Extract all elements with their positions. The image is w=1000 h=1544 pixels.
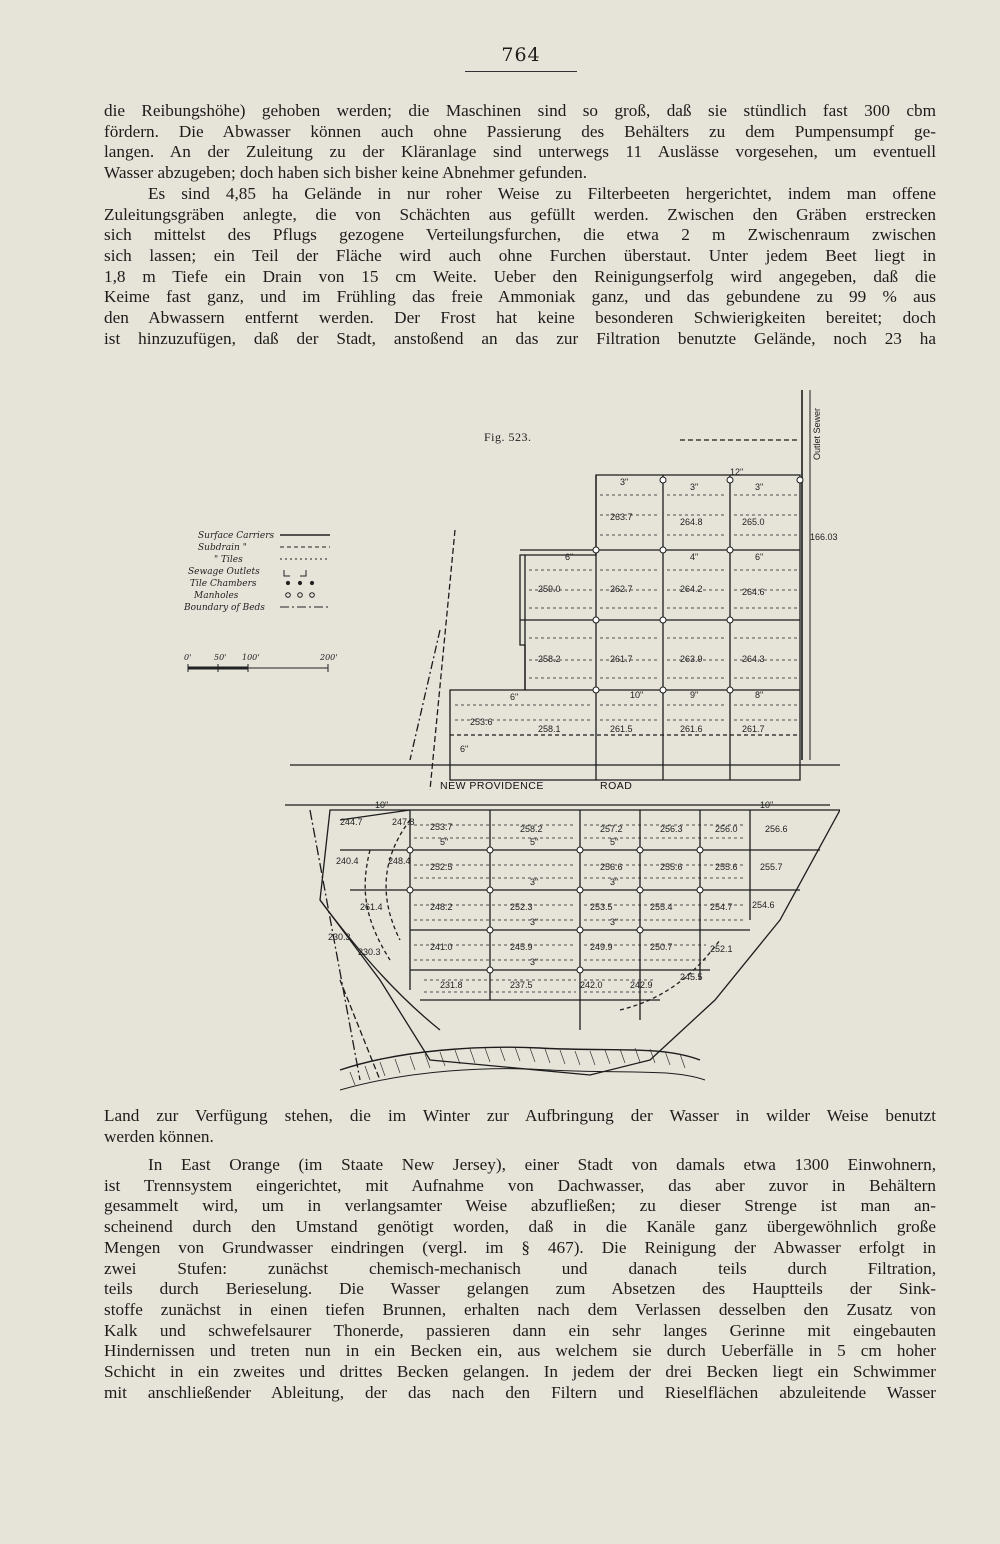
bed-elevation: 254.6	[752, 900, 775, 910]
text-line: ist Trennsystem eingerichtet, mit Aufnahme von Dachwasser, das aber zuvor in Behältern	[104, 1175, 936, 1195]
bed-elevation: 261.6	[680, 724, 703, 734]
pipe-size-label: 6"	[565, 552, 574, 562]
text-line: Wasser abzugeben; doch haben sich bisher keine Abnehmer gefunden.	[104, 163, 588, 183]
pipe-size-label: 3"	[530, 917, 539, 927]
road-label-left: NEW PROVIDENCE	[440, 780, 544, 792]
text-line: langen. An der Zuleitung zu der Kläranlage sind unterwegs 11 Auslässe vorgesehen, um eventuell	[104, 142, 936, 162]
bed-elevation: 256.6	[765, 824, 788, 834]
bed-elevation: 252.3	[510, 902, 533, 912]
bed-elevation: 256.3	[660, 824, 683, 834]
bed-elevation: 248.4	[388, 856, 411, 866]
bed-elevation: 250.7	[650, 942, 673, 952]
road-label-right: ROAD	[600, 780, 633, 792]
legend-manholes: Manholes	[194, 591, 239, 601]
text-line: werden können.	[104, 1126, 214, 1146]
map-labels	[280, 380, 840, 1100]
bed-elevation: 261.4	[360, 902, 383, 912]
pipe-size-label: 5"	[610, 837, 619, 847]
bed-elevation: 242.0	[580, 980, 603, 990]
bed-elevation: 254.7	[710, 902, 733, 912]
text-line: 1,8 m Tiefe ein Drain von 15 cm Weite. Ueber den Reinigungserfolg wird angegeben, daß die	[104, 266, 936, 286]
pipe-size-label: 3"	[530, 957, 539, 967]
bed-elevation: 264.6	[742, 587, 765, 597]
bed-elevation: 252.5	[430, 862, 453, 872]
text-line: zwei Stufen: zunächst chemisch-mechanisch und danach teils durch Filtration,	[104, 1258, 936, 1278]
page-number: 764	[465, 44, 577, 72]
bed-elevation: 230.3	[328, 932, 351, 942]
bed-elevation: 253.5	[590, 902, 613, 912]
text-line: ist hinzuzufügen, daß der Stadt, anstoßend an das zur Filtration benutzte Gelände, noch 23 ha	[104, 328, 936, 348]
bed-elevation: 253.6	[470, 717, 493, 727]
scale-label: 50'	[214, 653, 227, 662]
bed-elevation: 237.5	[510, 980, 533, 990]
text-line: Es sind 4,85 ha Gelände in nur roher Weise zu Filterbeeten hergerichtet, indem man offene	[148, 183, 936, 203]
pipe-size-label: 10"	[375, 800, 389, 810]
outlet-sewer-label: Outlet Sewer	[812, 407, 822, 460]
bed-elevation: 256.6	[600, 862, 623, 872]
bed-elevation: 258.2	[520, 824, 543, 834]
pipe-size-label: 5"	[440, 837, 449, 847]
scale-label: 100'	[242, 653, 260, 662]
pipe-size-label: 12"	[730, 467, 744, 477]
pipe-size-label: 8"	[755, 690, 764, 700]
legend-surface-carriers: Surface Carriers	[198, 531, 275, 541]
pipe-size-label: 9"	[690, 690, 699, 700]
bed-elevation: 247.8	[392, 817, 415, 827]
bed-elevation: 248.2	[430, 902, 453, 912]
pipe-size-label: 6"	[460, 744, 469, 754]
bed-elevation: 261.7	[610, 654, 633, 664]
bed-elevation: 255.7	[760, 862, 783, 872]
text-line: Keime fast ganz, und im Frühling das freie Ammoniak ganz, und das gebundene zu 99 % aus	[104, 287, 936, 307]
text-line: die Reibungshöhe) gehoben werden; die Maschinen sind so groß, daß sie stündlich fast 300 cbm	[104, 101, 936, 120]
text-line: mit anschließender Ableitung, der das nach den Filtern und Rieselflächen abzuleitende Wasser	[104, 1382, 936, 1402]
pipe-size-label: 3"	[530, 877, 539, 887]
bed-elevation: 257.2	[600, 824, 623, 834]
bed-elevation: 264.2	[680, 584, 703, 594]
text-line: sich lassen; ein Teil der Fläche wird auch ohne Furchen überstaut. Unter jedem Beet liegt in	[104, 245, 936, 265]
text-line: Mengen von Grundwasser eindringen (vergl. im § 467). Die Reinigung der Abwasser erfolgt in	[104, 1237, 936, 1257]
pipe-size-label: 6"	[755, 552, 764, 562]
pipe-size-label: 3"	[610, 917, 619, 927]
bed-elevation: 231.8	[440, 980, 463, 990]
bed-elevation: 245.5	[680, 972, 703, 982]
text-line: teils durch Berieselung. Die Wasser gelangen zum Absetzen des Hauptteils der Sink-	[104, 1279, 936, 1299]
text-line: scheinend durch den Umstand genötigt worden, daß in die Kanäle ganz übergewöhnlich große	[104, 1217, 936, 1237]
bed-elevation: 256.0	[715, 824, 738, 834]
text-line: fördern. Die Abwasser können auch ohne Passierung des Behälters zu dem Pumpensumpf ge-	[104, 121, 936, 141]
text-line: sich mittelst des Pflugs gezogene Verteilungsfurchen, die etwa 2 m Zwischenraum zwischen	[104, 225, 936, 245]
pipe-size-label: 4"	[690, 552, 699, 562]
text-line: Kalk und schwefelsaurer Thonerde, passieren dann ein sehr langes Gerinne mit eingebauten	[104, 1320, 936, 1340]
text-line: stoffe zunächst in einen tiefen Brunnen, erhalten nach dem Verlassen desselben den Zusatz von	[104, 1299, 936, 1319]
bed-elevation: 264.8	[680, 517, 703, 527]
pipe-size-label: 10"	[630, 690, 644, 700]
pipe-size-label: 3"	[610, 877, 619, 887]
text-line: Land zur Verfügung stehen, die im Winter zur Aufbringung der Wasser in wilder Weise benutzt	[104, 1106, 936, 1125]
bed-elevation: 241.0	[430, 942, 453, 952]
figure-caption: Fig. 523.	[484, 430, 532, 444]
bed-elevation: 261.7	[742, 724, 765, 734]
text-line: den Abwassern entfernt werden. Der Frost hat keine besonderen Schwierigkeiten bereitet; doch	[104, 308, 936, 328]
bed-elevation: 249.9	[590, 942, 613, 952]
bed-elevation: 258.2	[538, 654, 561, 664]
figure-plan-filter-beds	[184, 380, 840, 1100]
bed-elevation: 244.7	[340, 817, 363, 827]
text-line: Schicht in ein zweites und drittes Becken gelangen. In jedem der drei Becken liegt ein Schwimmer	[104, 1362, 936, 1382]
text-line: In East Orange (im Staate New Jersey), einer Stadt von damals etwa 1300 Einwohnern,	[148, 1155, 936, 1174]
legend-boundary-of-beds: Boundary of Beds	[184, 603, 265, 613]
bed-elevation: 262.7	[610, 584, 633, 594]
text-line: gesammelt wird, um in verlangsamter Weise abzufließen; zu dieser Strenge ist man an-	[104, 1196, 936, 1216]
pipe-size-label: 3"	[620, 477, 629, 487]
paragraph-east-orange	[104, 1155, 936, 1403]
paragraph-continuation	[104, 1106, 936, 1147]
bed-elevation: 230.3	[358, 947, 381, 957]
bed-elevation: 255.6	[715, 862, 738, 872]
bed-elevation: 252.1	[710, 944, 733, 954]
pipe-size-label: 3"	[690, 482, 699, 492]
bed-elevation: 255.4	[650, 902, 673, 912]
bed-elevation: 253.7	[430, 822, 453, 832]
text-line: Zuleitungsgräben anlegte, die von Schächten aus gefüllt werden. Zwischen den Gräben erstrecken	[104, 204, 936, 224]
pipe-size-label: 10"	[760, 800, 774, 810]
paragraph-filter-beds	[104, 101, 936, 349]
bed-elevation: 258.1	[538, 724, 561, 734]
scale-label: 200'	[320, 653, 338, 662]
bed-elevation: 263.9	[680, 654, 703, 664]
pipe-size-label: 5"	[530, 837, 539, 847]
legend-tiles: " Tiles	[214, 555, 243, 565]
bed-elevation: 255.6	[660, 862, 683, 872]
legend-tile-chambers: Tile Chambers	[190, 579, 257, 589]
bed-elevation: 263.7	[610, 512, 633, 522]
bed-elevation: 240.4	[336, 856, 359, 866]
bed-elevation: 264.3	[742, 654, 765, 664]
bed-elevation: 261.5	[610, 724, 633, 734]
legend-sewage-outlets: Sewage Outlets	[188, 567, 260, 577]
bed-elevation: 245.9	[510, 942, 533, 952]
pipe-size-label: 6"	[510, 692, 519, 702]
scale-label: 0'	[184, 653, 192, 662]
bed-elevation: 259.0	[538, 584, 561, 594]
bed-elevation: 242.9	[630, 980, 653, 990]
pipe-size-label: 3"	[755, 482, 764, 492]
bed-elevation: 265.0	[742, 517, 765, 527]
text-line: Hindernissen und treten nun in ein Becken ein, aus welchem sie durch Ueberfälle in 5 cm hoher	[104, 1341, 936, 1361]
legend-subdrain: Subdrain "	[198, 543, 247, 553]
elevation-corner-label: 166.03	[810, 532, 838, 542]
